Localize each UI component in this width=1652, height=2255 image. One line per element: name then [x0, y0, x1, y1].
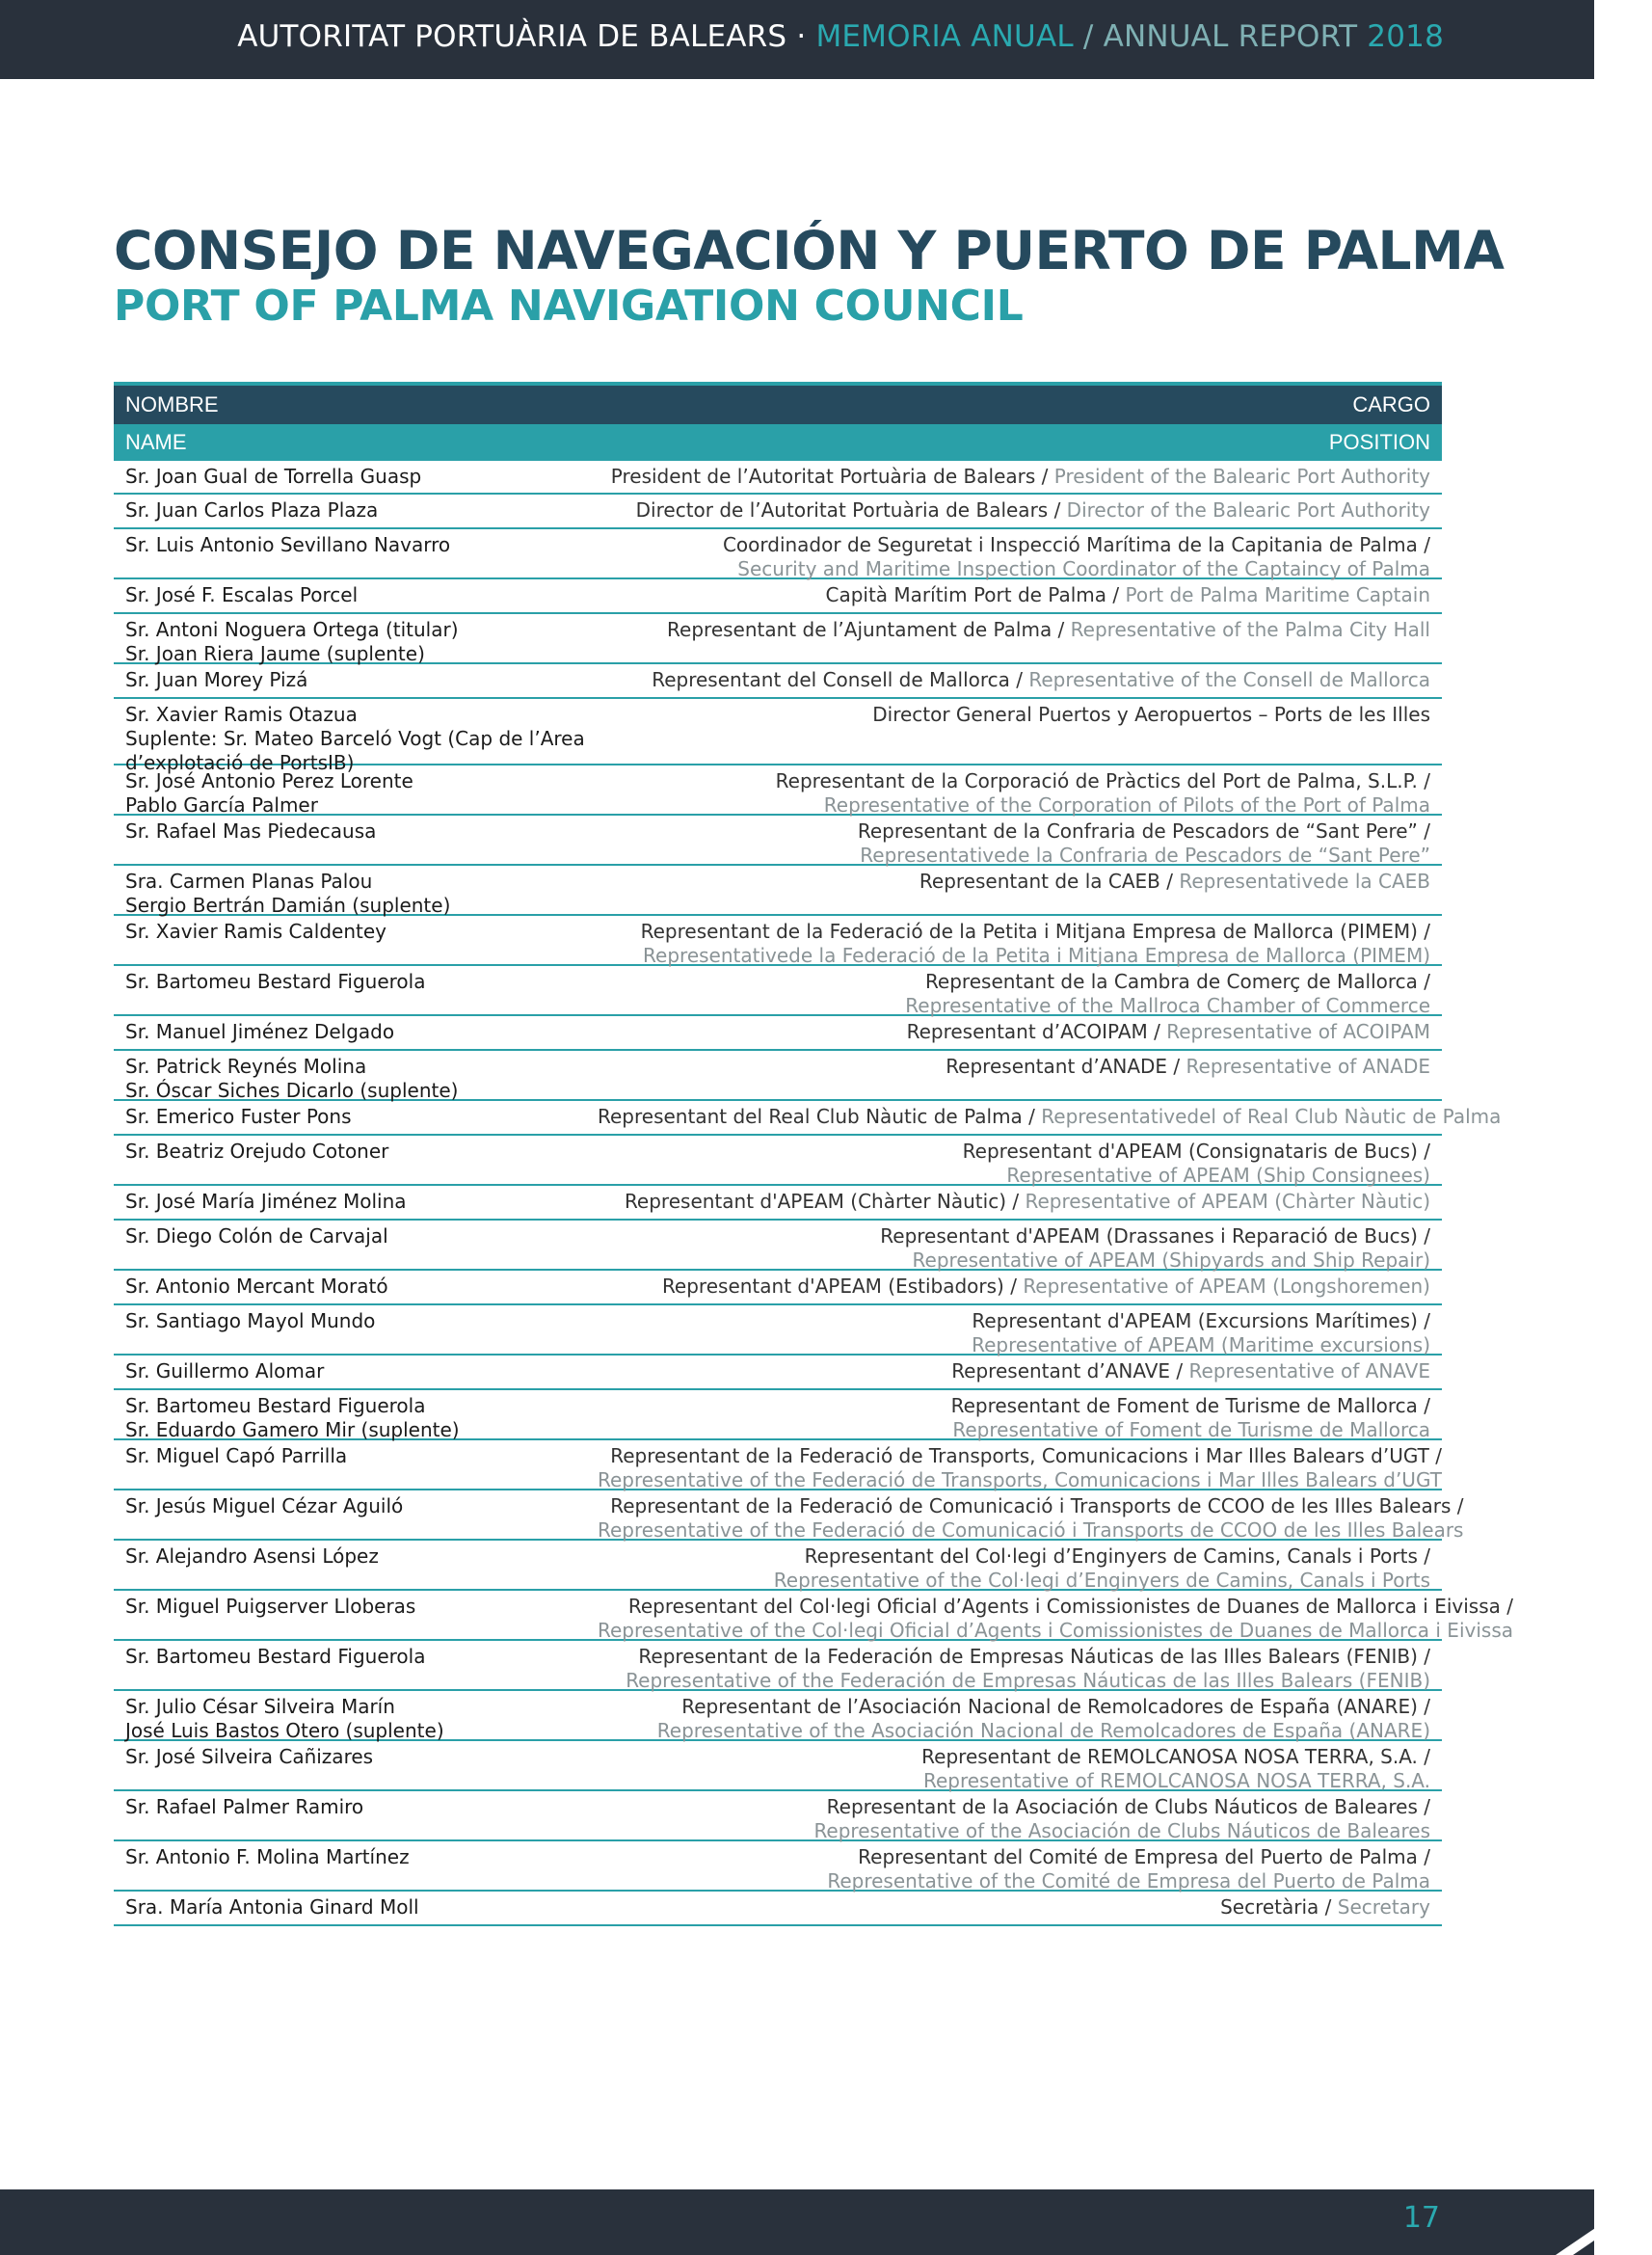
position-english: Representative of ANAVE	[1188, 1359, 1430, 1383]
member-name: Sr. Luis Antonio Sevillano Navarro	[125, 533, 451, 556]
member-name: Sra. Carmen Planas Palou Sergio Bertrán Damián (suplente)	[125, 870, 451, 917]
member-name: Sr. Diego Colón de Carvajal	[125, 1224, 388, 1248]
member-position	[598, 465, 1430, 490]
table-row	[114, 1051, 1442, 1101]
member-position	[598, 1745, 1430, 1792]
member-position	[598, 1494, 1464, 1542]
member-position	[598, 970, 1430, 1017]
position-catalan: Representant del Real Club Nàutic de Palma /	[598, 1105, 1042, 1128]
member-name: Sr. Xavier Ramis Caldentey	[125, 920, 386, 943]
member-position	[598, 1845, 1430, 1893]
member-name: Sr. Juan Morey Pizá	[125, 668, 308, 691]
position-catalan: Representant d'APEAM (Estibadors) /	[661, 1275, 1024, 1298]
table-row	[114, 1641, 1442, 1691]
position-catalan: Representant d'APEAM (Drassanes i Reparació de Bucs) /	[880, 1224, 1430, 1248]
table-row	[114, 765, 1442, 816]
member-position	[598, 703, 1430, 761]
table-row	[114, 699, 1442, 774]
member-name: Sr. Manuel Jiménez Delgado	[125, 1020, 395, 1043]
position-catalan: Representant del Comité de Empresa del Puerto de Palma /	[858, 1845, 1430, 1868]
member-name: Sr. Antoni Noguera Ortega (titular) Sr. Joan Riera Jaume (suplente)	[125, 618, 459, 665]
table-row	[114, 1841, 1442, 1892]
member-position	[598, 1645, 1430, 1692]
position-catalan: Representant de REMOLCANOSA NOSA TERRA, S.A. /	[921, 1745, 1430, 1768]
member-name: Sr. Bartomeu Bestard Figuerola Sr. Eduardo Gamero Mir (suplente)	[125, 1394, 460, 1441]
position-catalan: Representant d’ANAVE /	[951, 1359, 1189, 1383]
table-row	[114, 1490, 1464, 1542]
position-english: Representative of Foment de Turisme de Mallorca	[952, 1418, 1430, 1441]
member-position	[598, 1020, 1430, 1046]
member-name: Sr. Santiago Mayol Mundo	[125, 1309, 376, 1332]
column-header-nombre: NOMBRE	[125, 392, 219, 416]
member-position	[598, 583, 1430, 609]
position-english: Port de Palma Maritime Captain	[1125, 583, 1430, 606]
report-header-title	[237, 19, 1444, 54]
position-english: Secretary	[1337, 1895, 1430, 1919]
member-name: Sr. Miguel Puigserver Lloberas	[125, 1595, 416, 1618]
page-number: 17	[1402, 2201, 1440, 2235]
page-title: CONSEJO DE NAVEGACIÓN Y PUERTO DE PALMA	[114, 220, 1505, 282]
position-english: Representative of APEAM (Longshoremen)	[1023, 1275, 1430, 1298]
table-row	[114, 1186, 1442, 1221]
table-row	[114, 1691, 1442, 1741]
position-catalan: Director de l’Autoritat Portuària de Balears /	[635, 498, 1067, 522]
position-english: Representative of the Comité de Empresa del Puerto de Palma	[827, 1869, 1430, 1893]
table-row	[114, 1541, 1442, 1591]
position-english: Director of the Balearic Port Authority	[1066, 498, 1430, 522]
position-catalan: Director General Puertos y Aeropuertos – Ports de les Illes	[872, 703, 1430, 726]
position-catalan: President de l’Autoritat Portuària de Balears /	[610, 465, 1054, 488]
member-position	[598, 1105, 1501, 1131]
position-english: Representativede la Federació de la Petita i Mitjana Empresa de Mallorca (PIMEM)	[643, 944, 1430, 967]
position-catalan: Representant de l’Ajuntament de Palma /	[667, 618, 1071, 641]
position-english: Representative of APEAM (Chàrter Nàutic)	[1025, 1190, 1430, 1213]
position-english: Representative of the Mallroca Chamber of Commerce	[905, 994, 1430, 1017]
table-row	[114, 1741, 1442, 1791]
position-catalan: Representant del Col·legi d’Enginyers de Camins, Canals i Ports /	[804, 1544, 1430, 1568]
member-name: Sr. José F. Escalas Porcel	[125, 583, 359, 606]
position-english: Representative of the Federació de Transports, Comunicacions i Mar Illes Balears d’UGT	[598, 1468, 1442, 1491]
member-position	[598, 1444, 1442, 1491]
member-name: Sr. Rafael Mas Piedecausa	[125, 819, 377, 843]
table-row	[114, 1016, 1442, 1051]
table-body	[114, 461, 1513, 1926]
member-position	[598, 870, 1430, 911]
member-name: Sr. Guillermo Alomar	[125, 1359, 325, 1383]
member-position	[598, 1394, 1430, 1441]
position-english: Representative of the Palma City Hall	[1070, 618, 1430, 641]
member-name: Sra. María Antonia Ginard Moll	[125, 1895, 419, 1919]
member-position	[598, 668, 1430, 694]
council-members-table	[114, 382, 1513, 1926]
member-name: Sr. José María Jiménez Molina	[125, 1190, 407, 1213]
position-catalan: Representant d’ANADE /	[946, 1055, 1186, 1078]
position-catalan: Representant de Foment de Turisme de Mallorca /	[950, 1394, 1430, 1417]
position-english: Representative of the Col·legi d’Enginyers de Camins, Canals i Ports	[773, 1569, 1430, 1592]
member-name: Sr. Antonio F. Molina Martínez	[125, 1845, 410, 1868]
position-english: Representative of the Col·legi Oficial d’Agents i Comissionistes de Duanes de Mallorca i Eivissa	[598, 1619, 1513, 1642]
column-header-position: POSITION	[1328, 430, 1430, 454]
member-name: Sr. Rafael Palmer Ramiro	[125, 1795, 364, 1818]
member-position	[598, 769, 1430, 817]
member-position	[598, 1795, 1430, 1842]
position-catalan: Representant de la Federación de Empresas Náuticas de las Illes Balears (FENIB) /	[638, 1645, 1430, 1668]
table-row	[114, 1271, 1442, 1305]
position-catalan: Representant d'APEAM (Chàrter Nàutic) /	[624, 1190, 1026, 1213]
member-position	[598, 1190, 1430, 1216]
member-position	[598, 618, 1430, 659]
member-name: Sr. Alejandro Asensi López	[125, 1544, 379, 1568]
member-name: Sr. Patrick Reynés Molina Sr. Óscar Siches Dicarlo (suplente)	[125, 1055, 459, 1102]
page-subtitle: PORT OF PALMA NAVIGATION COUNCIL	[114, 282, 1024, 331]
position-catalan: Representant de la Cambra de Comerç de Mallorca /	[924, 970, 1430, 993]
member-position	[598, 819, 1430, 867]
table-row	[114, 1356, 1442, 1390]
member-position	[598, 1359, 1430, 1385]
position-catalan: Secretària /	[1220, 1895, 1338, 1919]
member-name: Sr. Juan Carlos Plaza Plaza	[125, 498, 379, 522]
member-name: Sr. Xavier Ramis Otazua Suplente: Sr. Mateo Barceló Vogt (Cap de l’Area d’explotació de PortsIB)	[125, 703, 585, 774]
table-row	[114, 461, 1442, 495]
position-catalan: Representant del Col·legi Oficial d’Agents i Comissionistes de Duanes de Mallorca i Eivissa /	[627, 1595, 1513, 1618]
position-english: Representative of ANADE	[1186, 1055, 1430, 1078]
position-catalan: Representant de la Federació de Transports, Comunicacions i Mar Illes Balears d’UGT /	[610, 1444, 1442, 1467]
header-memoria: MEMORIA ANUAL	[815, 19, 1074, 54]
member-position	[598, 1140, 1430, 1187]
table-row	[114, 529, 1442, 579]
member-name: Sr. Julio César Silveira Marín José Luis Bastos Otero (suplente)	[125, 1695, 444, 1742]
table-row	[114, 495, 1442, 529]
position-catalan: Representant de la Federació de la Petita i Mitjana Empresa de Mallorca (PIMEM) /	[640, 920, 1430, 943]
table-row	[114, 1305, 1442, 1356]
position-english: Representativede la Confraria de Pescadors de “Sant Pere”	[860, 844, 1430, 867]
table-row	[114, 916, 1442, 966]
position-english: Representative of ACOIPAM	[1166, 1020, 1430, 1043]
member-position	[598, 920, 1430, 967]
column-header-cargo: CARGO	[1352, 392, 1430, 416]
position-english: Representative of APEAM (Maritime excursions)	[972, 1333, 1430, 1356]
position-catalan: Representant de la CAEB /	[919, 870, 1180, 893]
position-catalan: Representant d’ACOIPAM /	[906, 1020, 1167, 1043]
position-english: Representative of APEAM (Shipyards and Ship Repair)	[912, 1248, 1430, 1272]
member-position	[598, 1309, 1430, 1356]
member-position	[598, 1224, 1430, 1272]
table-row	[114, 614, 1442, 664]
position-english: Representative of the Asociación de Clubs Náuticos de Baleares	[813, 1819, 1430, 1842]
table-row	[114, 1136, 1442, 1186]
position-catalan: Representant d'APEAM (Excursions Marítimes) /	[972, 1309, 1430, 1332]
member-position	[598, 1595, 1513, 1642]
member-name: Sr. Emerico Fuster Pons	[125, 1105, 352, 1128]
table-row	[114, 866, 1442, 916]
member-position	[598, 1055, 1430, 1096]
member-name: Sr. Joan Gual de Torrella Guasp	[125, 465, 422, 488]
bottom-footer-bar	[0, 2189, 1594, 2255]
table-row	[114, 1390, 1442, 1440]
position-catalan: Representant de la Asociación de Clubs Náuticos de Baleares /	[826, 1795, 1430, 1818]
position-english: Representative of the Federació de Comunicació i Transports de CCOO de les Illes Balears	[598, 1518, 1464, 1542]
member-name: Sr. Miguel Capó Parrilla	[125, 1444, 348, 1467]
member-name: Sr. Beatriz Orejudo Cotoner	[125, 1140, 389, 1163]
position-english: Security and Maritime Inspection Coordinator of the Captaincy of Palma	[737, 557, 1430, 580]
member-name: Sr. Antonio Mercant Morató	[125, 1275, 388, 1298]
member-position	[598, 1544, 1430, 1592]
header-annual: ANNUAL REPORT	[1103, 19, 1358, 54]
table-row	[114, 1440, 1442, 1490]
corner-stripe-decoration	[1440, 2189, 1652, 2255]
table-row	[114, 579, 1442, 614]
position-catalan: Coordinador de Seguretat i Inspecció Marítima de la Capitania de Palma /	[722, 533, 1430, 556]
position-english: Representative of the Asociación Nacional de Remolcadores de España (ANARE)	[656, 1719, 1430, 1742]
position-english: Representativede la CAEB	[1179, 870, 1430, 893]
position-english: Representative of APEAM (Ship Consignees)	[1006, 1164, 1430, 1187]
position-english: Representative of the Consell de Mallorca	[1028, 668, 1430, 691]
table-row	[114, 1591, 1513, 1642]
table-header-row-english	[114, 424, 1442, 461]
position-english: President of the Balearic Port Authority	[1053, 465, 1430, 488]
table-row	[114, 1892, 1442, 1926]
table-row	[114, 816, 1442, 866]
position-catalan: Representant de la Federació de Comunicació i Transports de CCOO de les Illes Balears /	[610, 1494, 1464, 1517]
member-name: Sr. Bartomeu Bestard Figuerola	[125, 1645, 426, 1668]
header-separator: /	[1073, 19, 1104, 54]
top-header-bar	[0, 0, 1594, 79]
member-position	[598, 1895, 1430, 1921]
position-english: Representativedel of Real Club Nàutic de Palma	[1041, 1105, 1502, 1128]
position-catalan: Representant de la Confraria de Pescadors de “Sant Pere” /	[857, 819, 1430, 843]
position-catalan: Representant d'APEAM (Consignataris de Bucs) /	[962, 1140, 1430, 1163]
member-name: Sr. Bartomeu Bestard Figuerola	[125, 970, 426, 993]
member-name: Sr. Jesús Miguel Cézar Aguiló	[125, 1494, 404, 1517]
header-org: AUTORITAT PORTUÀRIA DE BALEARS ·	[237, 19, 816, 54]
table-row	[114, 1791, 1442, 1841]
table-header-row-spanish	[114, 382, 1442, 424]
position-catalan: Representant de l’Asociación Nacional de Remolcadores de España (ANARE) /	[681, 1695, 1430, 1718]
member-position	[598, 498, 1430, 524]
position-catalan: Representant de la Corporació de Pràctics del Port de Palma, S.L.P. /	[775, 769, 1430, 792]
table-row	[114, 1221, 1442, 1271]
position-catalan: Representant del Consell de Mallorca /	[652, 668, 1029, 691]
member-name: Sr. José Silveira Cañizares	[125, 1745, 374, 1768]
table-row	[114, 966, 1442, 1016]
table-row	[114, 664, 1442, 699]
member-name: Sr. José Antonio Perez Lorente Pablo García Palmer	[125, 769, 413, 817]
page-heading	[114, 220, 1505, 332]
position-catalan: Capità Marítim Port de Palma /	[825, 583, 1126, 606]
member-position	[598, 533, 1430, 580]
member-position	[598, 1695, 1430, 1742]
column-header-name: NAME	[125, 430, 187, 454]
position-english: Representative of the Federación de Empresas Náuticas de las Illes Balears (FENIB)	[626, 1669, 1430, 1692]
table-row	[114, 1101, 1502, 1136]
position-english: Representative of the Corporation of Pilots of the Port of Palma	[823, 793, 1430, 817]
position-english: Representative of REMOLCANOSA NOSA TERRA, S.A.	[922, 1769, 1430, 1792]
header-year: 2018	[1357, 19, 1444, 54]
member-position	[598, 1275, 1430, 1301]
